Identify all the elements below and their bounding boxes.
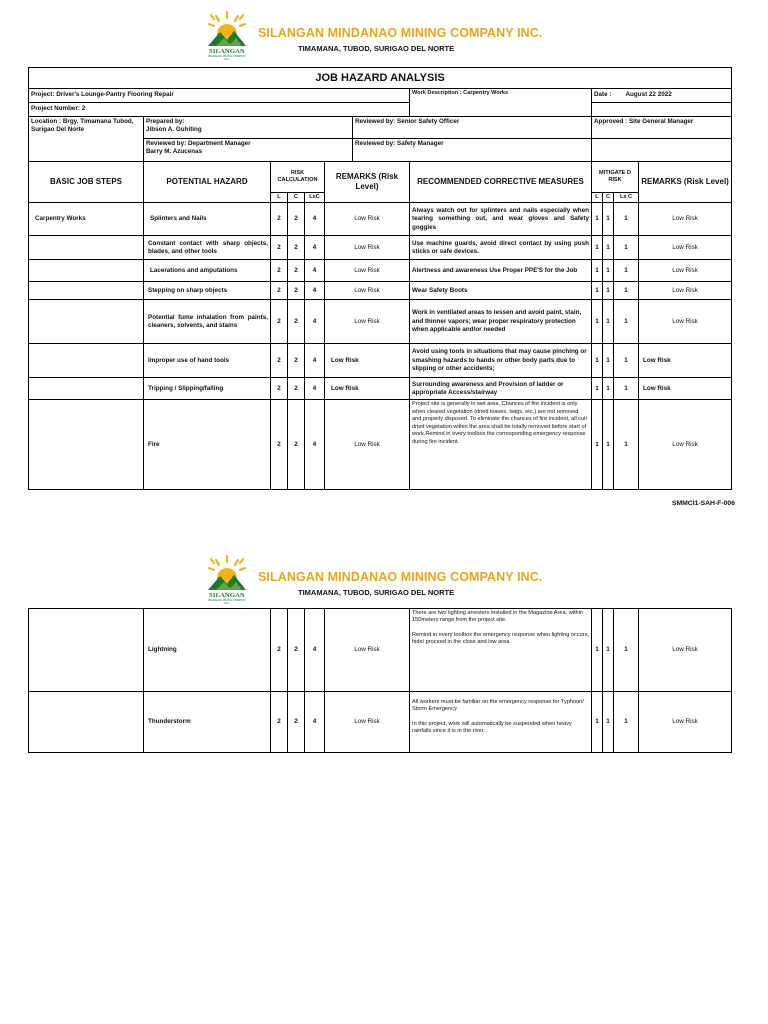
col-mitigated-c: C bbox=[603, 193, 614, 203]
risk-c: 2 bbox=[288, 236, 305, 260]
jha-table-page1 bbox=[28, 67, 732, 490]
date-blank bbox=[592, 103, 732, 117]
logo-wordmark: SILANGAN bbox=[209, 592, 245, 599]
mitigated-c: 1 bbox=[603, 260, 614, 282]
col-mitigated-lxc: Lx C bbox=[614, 193, 639, 203]
hazard: Splinters and Nails bbox=[144, 203, 271, 236]
corrective-measure-part-1: There are two lighting arresters installed in the Magazine Area, within 150meters range from the project site. bbox=[412, 610, 584, 624]
page1-header bbox=[0, 10, 768, 68]
form-code: SMMCI1-SAH-F-006 bbox=[671, 500, 735, 507]
risk-lxc: 4 bbox=[305, 282, 325, 300]
mitigated-lxc: 1 bbox=[614, 378, 639, 400]
date-value: August 22 2022 bbox=[625, 91, 672, 99]
sun-mountain-icon bbox=[206, 10, 248, 50]
mitigated-l: 1 bbox=[592, 236, 603, 260]
mitigated-lxc: 1 bbox=[614, 260, 639, 282]
reviewed-by-safety-manager: Reviewed by: Safety Manager bbox=[353, 139, 592, 162]
risk-lxc: 4 bbox=[305, 609, 325, 692]
reviewed-by-dm-label: Reviewed by: Department Manager bbox=[146, 140, 251, 147]
company-logo bbox=[206, 554, 248, 605]
risk-remark: Low Risk bbox=[325, 609, 410, 692]
risk-lxc: 4 bbox=[305, 300, 325, 344]
table-row bbox=[29, 260, 732, 282]
mitigated-lxc: 1 bbox=[614, 400, 639, 490]
date-label: Date : bbox=[594, 91, 612, 99]
risk-l: 2 bbox=[271, 236, 288, 260]
company-logo bbox=[206, 10, 248, 61]
risk-c: 2 bbox=[288, 692, 305, 753]
mitigated-l: 1 bbox=[592, 260, 603, 282]
risk-lxc: 4 bbox=[305, 203, 325, 236]
risk-lxc: 4 bbox=[305, 344, 325, 378]
corrective-measure bbox=[410, 609, 592, 692]
risk-l: 2 bbox=[271, 260, 288, 282]
risk-l: 2 bbox=[271, 344, 288, 378]
mitigated-c: 1 bbox=[603, 282, 614, 300]
job-step bbox=[29, 260, 144, 282]
risk-c: 2 bbox=[288, 260, 305, 282]
table-row bbox=[29, 378, 732, 400]
mitigated-remark: Low Risk bbox=[639, 236, 732, 260]
risk-c: 2 bbox=[288, 400, 305, 490]
risk-l: 2 bbox=[271, 400, 288, 490]
job-step bbox=[29, 282, 144, 300]
mitigated-c: 1 bbox=[603, 203, 614, 236]
hazard: Fire bbox=[144, 400, 271, 490]
mitigated-remark: Low Risk bbox=[639, 609, 732, 692]
mitigated-lxc: 1 bbox=[614, 692, 639, 753]
table-row bbox=[29, 692, 732, 753]
logo-subtext: MINDANAO MINING COMPANY INC. bbox=[208, 55, 246, 61]
mitigated-c: 1 bbox=[603, 236, 614, 260]
prepared-by bbox=[144, 117, 353, 139]
job-step bbox=[29, 609, 144, 692]
risk-c: 2 bbox=[288, 609, 305, 692]
mitigated-c: 1 bbox=[603, 609, 614, 692]
table-row bbox=[29, 344, 732, 378]
approval-blank bbox=[592, 139, 732, 162]
corrective-measure: Wear Safety Boots bbox=[410, 282, 592, 300]
col-mitigated-risk: MITIGATE D RISK bbox=[592, 162, 639, 193]
mitigated-l: 1 bbox=[592, 609, 603, 692]
risk-remark: Low Risk bbox=[325, 692, 410, 753]
col-basic-job-steps: BASIC JOB STEPS bbox=[29, 162, 144, 203]
company-name: SILANGAN MINDANAO MINING COMPANY INC. bbox=[258, 26, 543, 40]
mitigated-remark: Low Risk bbox=[639, 344, 732, 378]
table-row bbox=[29, 609, 732, 692]
risk-c: 2 bbox=[288, 300, 305, 344]
corrective-measure: Surrounding awareness and Provision of ladder or appropriate Access/stairway bbox=[410, 378, 592, 400]
corrective-measure-part-2: Remind in every toolbox the emergency response when lighting occurs, hide/ proceed in the close and low area. bbox=[412, 631, 589, 646]
mitigated-l: 1 bbox=[592, 692, 603, 753]
risk-remark: Low Risk bbox=[325, 203, 410, 236]
risk-lxc: 4 bbox=[305, 236, 325, 260]
job-step: Carpentry Works bbox=[29, 203, 144, 236]
corrective-measure: Work in ventilated areas to lessen and avoid paint, stain, and thinner vapors; wear proper respiratory protection when applicable and/or needed bbox=[410, 300, 592, 344]
table-row bbox=[29, 203, 732, 236]
hazard: Lightning bbox=[144, 609, 271, 692]
jha-table-page2 bbox=[28, 608, 732, 753]
approved-by: Approved : Site General Manager bbox=[592, 117, 732, 139]
col-lxc: LxC bbox=[305, 193, 325, 203]
mitigated-c: 1 bbox=[603, 378, 614, 400]
location: Location : Brgy. Timamana Tubod, Surigao Del Norte bbox=[29, 117, 144, 162]
risk-remark: Low Risk bbox=[325, 236, 410, 260]
mitigated-lxc: 1 bbox=[614, 609, 639, 692]
page2-header bbox=[0, 554, 768, 612]
hazard: Potential fume inhalation from paints, cleaners, solvents, and stains bbox=[144, 300, 271, 344]
mitigated-lxc: 1 bbox=[614, 203, 639, 236]
job-step bbox=[29, 236, 144, 260]
mitigated-c: 1 bbox=[603, 692, 614, 753]
corrective-measure-part-1: All workers must be familiar on the emergency response for Typhoon/ Storm Emergency. bbox=[412, 699, 584, 713]
risk-remark: Low Risk bbox=[325, 260, 410, 282]
col-recommended-measures: RECOMMENDED CORRECTIVE MEASURES bbox=[410, 162, 592, 203]
company-address: TIMAMANA, TUBOD, SURIGAO DEL NORTE bbox=[298, 44, 455, 53]
risk-remark: Low Risk bbox=[325, 400, 410, 490]
mitigated-remark: Low Risk bbox=[639, 300, 732, 344]
corrective-measure: Use machine guards, avoid direct contact by using push sticks or safe devices. bbox=[410, 236, 592, 260]
mitigated-c: 1 bbox=[603, 344, 614, 378]
col-mitigated-l: L bbox=[592, 193, 603, 203]
corrective-measure: Project site is generally in wet area. Chances of fire incident is only when cleared vegetation (dried leaves, twigs, etc.) are not removed and properly disposed. To eliminate the chances of fire incident, all cut/ dried vegetation within the area shall be totally removed before start of work.Remind in every toolbox the corresponding emergency response during fire incident. bbox=[410, 400, 592, 490]
table-row bbox=[29, 300, 732, 344]
corrective-measure bbox=[410, 692, 592, 753]
document-title: JOB HAZARD ANALYSIS bbox=[29, 68, 732, 89]
risk-c: 2 bbox=[288, 282, 305, 300]
prepared-by-label: Prepared by: bbox=[146, 118, 185, 125]
job-step bbox=[29, 400, 144, 490]
col-potential-hazard: POTENTIAL HAZARD bbox=[144, 162, 271, 203]
mitigated-remark: Low Risk bbox=[639, 400, 732, 490]
mitigated-lxc: 1 bbox=[614, 300, 639, 344]
risk-remark: Low Risk bbox=[325, 282, 410, 300]
company-name: SILANGAN MINDANAO MINING COMPANY INC. bbox=[258, 570, 543, 584]
risk-lxc: 4 bbox=[305, 400, 325, 490]
mitigated-l: 1 bbox=[592, 378, 603, 400]
mitigated-remark: Low Risk bbox=[639, 203, 732, 236]
risk-c: 2 bbox=[288, 344, 305, 378]
project-number: Project Number: 2 bbox=[29, 103, 410, 117]
mitigated-lxc: 1 bbox=[614, 236, 639, 260]
job-step bbox=[29, 300, 144, 344]
col-l: L bbox=[271, 193, 288, 203]
logo-subtext: MINDANAO MINING COMPANY INC. bbox=[208, 599, 246, 605]
risk-lxc: 4 bbox=[305, 378, 325, 400]
risk-lxc: 4 bbox=[305, 260, 325, 282]
risk-lxc: 4 bbox=[305, 692, 325, 753]
mitigated-l: 1 bbox=[592, 282, 603, 300]
corrective-measure: Avoid using tools in situations that may cause pinching or smashing hazards to hands or other body parts due to slipping or other accidents; bbox=[410, 344, 592, 378]
mitigated-remark: Low Risk bbox=[639, 692, 732, 753]
job-step bbox=[29, 692, 144, 753]
corrective-measure: Alertness and awareness Use Proper PPE'S for the Job bbox=[410, 260, 592, 282]
risk-l: 2 bbox=[271, 282, 288, 300]
risk-l: 2 bbox=[271, 378, 288, 400]
corrective-measure: Always watch out for splinters and nails especially when tearing something out, and wear gloves and Safety goggles bbox=[410, 203, 592, 236]
col-c: C bbox=[288, 193, 305, 203]
risk-c: 2 bbox=[288, 378, 305, 400]
mitigated-c: 1 bbox=[603, 300, 614, 344]
company-address: TIMAMANA, TUBOD, SURIGAO DEL NORTE bbox=[298, 588, 455, 597]
reviewed-by-department-manager bbox=[144, 139, 353, 162]
hazard: Improper use of hand tools bbox=[144, 344, 271, 378]
job-step bbox=[29, 378, 144, 400]
work-description: Work Description : Carpentry Works bbox=[410, 89, 592, 117]
risk-l: 2 bbox=[271, 203, 288, 236]
hazard: Thunderstorm bbox=[144, 692, 271, 753]
date-field bbox=[592, 89, 732, 103]
logo-wordmark: SILANGAN bbox=[209, 48, 245, 55]
mitigated-l: 1 bbox=[592, 344, 603, 378]
mitigated-c: 1 bbox=[603, 400, 614, 490]
prepared-by-name: Jibson A. Guhiting bbox=[146, 126, 202, 134]
table-row bbox=[29, 282, 732, 300]
risk-remark: Low Risk bbox=[325, 344, 410, 378]
mitigated-remark: Low Risk bbox=[639, 282, 732, 300]
job-step bbox=[29, 344, 144, 378]
risk-l: 2 bbox=[271, 609, 288, 692]
hazard: Constant contact with sharp objects, blades, and other tools bbox=[144, 236, 271, 260]
risk-remark: Low Risk bbox=[325, 300, 410, 344]
hazard: Tripping / Slipping/falling bbox=[144, 378, 271, 400]
project-name: Project: Driver's Lounge-Pantry Flooring Repair bbox=[29, 89, 410, 103]
mitigated-l: 1 bbox=[592, 203, 603, 236]
mitigated-lxc: 1 bbox=[614, 282, 639, 300]
hazard: Lacerations and amputations bbox=[144, 260, 271, 282]
col-remarks-mitigated: REMARKS (Risk Level) bbox=[639, 162, 732, 203]
corrective-measure-part-2: In this project, work will automatically be suspended when heavy rainfalls since it is in the river. bbox=[412, 720, 572, 735]
mitigated-l: 1 bbox=[592, 400, 603, 490]
mitigated-remark: Low Risk bbox=[639, 378, 732, 400]
mitigated-lxc: 1 bbox=[614, 344, 639, 378]
table-row bbox=[29, 400, 732, 490]
risk-remark: Low Risk bbox=[325, 378, 410, 400]
col-remarks: REMARKS (Risk Level) bbox=[325, 162, 410, 203]
risk-l: 2 bbox=[271, 692, 288, 753]
col-risk-calculation: RISK CALCULATION bbox=[271, 162, 325, 193]
mitigated-remark: Low Risk bbox=[639, 260, 732, 282]
risk-c: 2 bbox=[288, 203, 305, 236]
mitigated-l: 1 bbox=[592, 300, 603, 344]
sun-mountain-icon bbox=[206, 554, 248, 594]
hazard: Stepping on sharp objects bbox=[144, 282, 271, 300]
reviewed-by-senior-safety-officer: Reviewed by: Senior Safety Officer bbox=[353, 117, 592, 139]
risk-l: 2 bbox=[271, 300, 288, 344]
reviewed-by-dm-name: Barry M. Azucenas bbox=[146, 148, 203, 156]
table-row bbox=[29, 236, 732, 260]
